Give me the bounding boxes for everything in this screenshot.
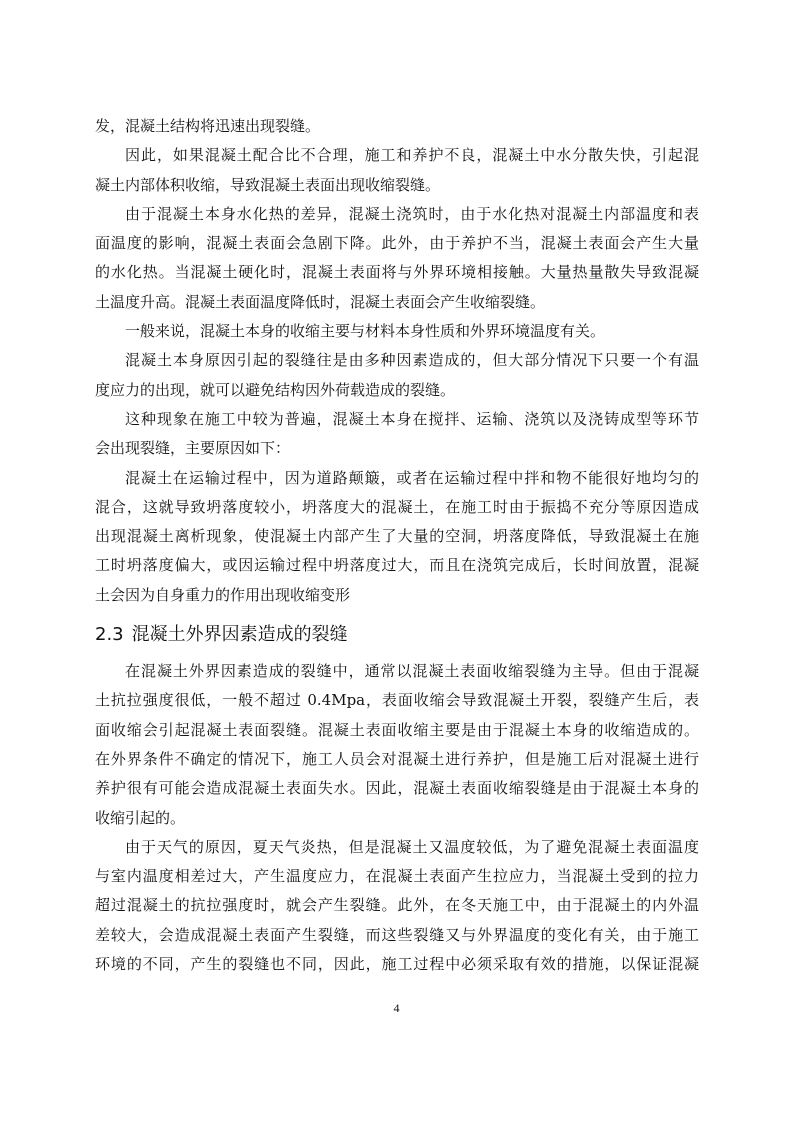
text-line: 差较大，会造成混凝土表面产生裂缝，而这些裂缝又与外界温度的变化有关，由于施工 bbox=[95, 925, 699, 944]
text-line: 养护很有可能会造成混凝土表面失水。因此，混凝土表面收缩裂缝是由于混凝土本身的 bbox=[95, 779, 699, 798]
text-line: 在混凝土外界因素造成的裂缝中，通常以混凝土表面收缩裂缝为主导。但由于混凝 bbox=[125, 662, 699, 681]
text-line: 土温度升高。混凝土表面温度降低时，混凝土表面会产生收缩裂缝。 bbox=[95, 292, 546, 311]
text-line: 度应力的出现，就可以避免结构因外荷载造成的裂缝。 bbox=[95, 380, 456, 399]
text-line: 由于天气的原因，夏天气炎热，但是混凝土又温度较低，为了避免混凝土表面温度 bbox=[125, 837, 699, 856]
text-line: 混凝土本身原因引起的裂缝往是由多种因素造成的，但大部分情况下只要一个有温 bbox=[125, 351, 699, 370]
paragraphs-after-section bbox=[95, 657, 699, 979]
text-line: 在外界条件不确定的情况下，施工人员会对混凝土进行养护，但是施工后对混凝土进行 bbox=[95, 749, 699, 768]
paragraphs-before-section bbox=[95, 112, 699, 610]
paragraph bbox=[95, 657, 699, 833]
text-line: 凝土内部体积收缩，导致混凝土表面出现收缩裂缝。 bbox=[95, 175, 441, 194]
paragraph bbox=[95, 833, 699, 979]
text-line: 面温度的影响，混凝土表面会急剧下降。此外，由于养护不当，混凝土表面会产生大量 bbox=[95, 234, 699, 253]
section-number: 2.3 bbox=[95, 624, 124, 646]
text-line: 环境的不同，产生的裂缝也不同，因此，施工过程中必须采取有效的措施，以保证混凝 bbox=[95, 955, 699, 974]
text-line: 混合，这就导致坍落度较小，坍落度大的混凝土，在施工时由于振捣不充分等原因造成 bbox=[95, 497, 699, 516]
text-line: 由于混凝土本身水化热的差异，混凝土浇筑时，由于水化热对混凝土内部温度和表 bbox=[125, 204, 699, 223]
text-line: 收缩引起的。 bbox=[95, 808, 186, 827]
text-line: 因此，如果混凝土配合比不合理，施工和养护不良，混凝土中水分散失快，引起混 bbox=[125, 146, 699, 165]
paragraph bbox=[95, 346, 699, 405]
text-line: 出现混凝土离析现象，使混凝土内部产生了大量的空洞，坍落度降低，导致混凝土在施 bbox=[95, 527, 699, 546]
text-line: 面收缩会引起混凝土表面裂缝。混凝土表面收缩主要是由于混凝土本身的收缩造成的。 bbox=[95, 720, 699, 739]
text-line: 工时坍落度偏大，或因运输过程中坍落度过大，而且在浇筑完成后，长时间放置，混凝 bbox=[95, 556, 699, 575]
text-line: 混凝土在运输过程中，因为道路颠簸，或者在运输过程中拌和物不能很好地均匀的 bbox=[125, 468, 699, 487]
text-line: 发，混凝土结构将迅速出现裂缝。 bbox=[95, 117, 321, 135]
text-line: 土会因为自身重力的作用出现收缩变形 bbox=[95, 585, 351, 604]
text-line: 与室内温度相差过大，产生温度应力，在混凝土表面产生拉应力，当混凝土受到的拉力 bbox=[95, 867, 699, 886]
paragraph bbox=[95, 405, 699, 464]
paragraph bbox=[95, 141, 699, 200]
paragraph bbox=[95, 112, 699, 141]
paragraph bbox=[95, 464, 699, 610]
page-body bbox=[95, 112, 699, 979]
text-line: 土抗拉强度很低，一般不超过 0.4Mpa，表面收缩会导致混凝土开裂，裂缝产生后，表 bbox=[95, 691, 699, 710]
text-line: 超过混凝土的抗拉强度时，就会产生裂缝。此外，在冬天施工中，由于混凝土的内外温 bbox=[95, 896, 699, 915]
section-heading bbox=[95, 613, 699, 657]
text-line: 会出现裂缝，主要原因如下： bbox=[95, 439, 291, 458]
paragraph bbox=[95, 317, 699, 346]
text-line: 的水化热。当混凝土硬化时，混凝土表面将与外界环境相接触。大量热量散失导致混凝 bbox=[95, 263, 699, 282]
text-line: 这种现象在施工中较为普遍，混凝土本身在搅拌、运输、浇筑以及浇铸成型等环节 bbox=[125, 409, 699, 428]
text-line: 一般来说，混凝土本身的收缩主要与材料本身性质和外界环境温度有关。 bbox=[125, 322, 606, 341]
section-title: 混凝土外界因素造成的裂缝 bbox=[131, 624, 348, 646]
paragraph bbox=[95, 200, 699, 317]
page-number: 4 bbox=[393, 1001, 400, 1015]
